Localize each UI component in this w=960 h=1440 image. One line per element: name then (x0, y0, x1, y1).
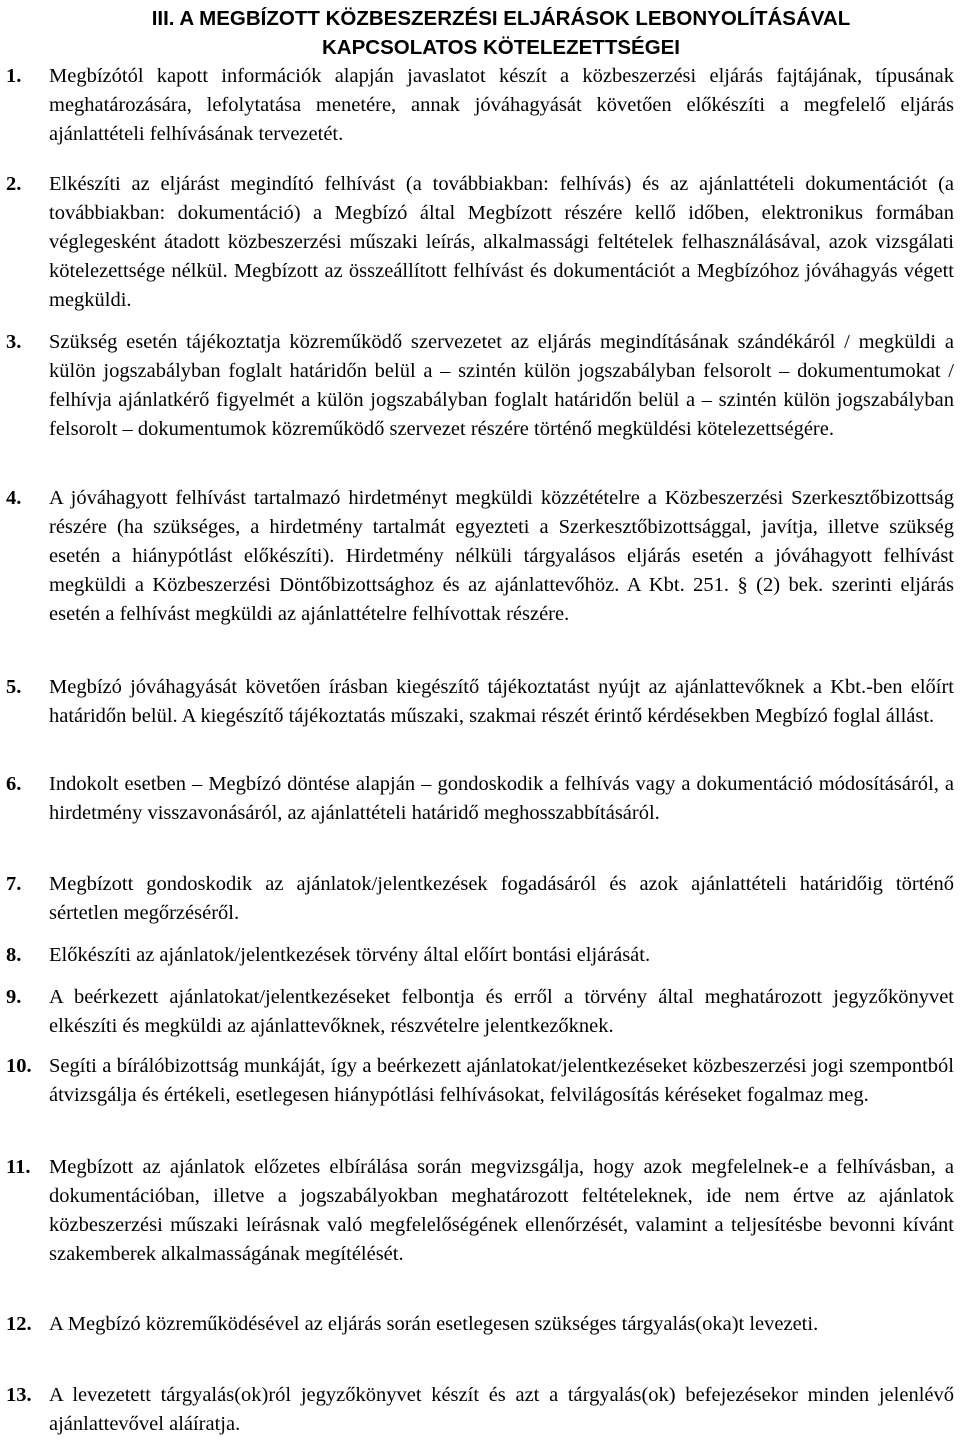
section-heading-line-1: III. A MEGBÍZOTT KÖZBESZERZÉSI ELJÁRÁSOK LEBONYOLÍTÁSÁVAL (151, 7, 851, 30)
list-item-9 (6, 983, 954, 1041)
item-number: 4. (6, 487, 22, 509)
item-text: Szükség esetén tájékoztatja közreműködő szervezetet az eljárás megindításának szándékáról / megküldi a külön jogszabályban foglalt határidőn belül a – szintén külön jogszabályban felsorolt – dokumentumokat / felhívja ajánlatkérő figyelmét a külön jogszabályban foglalt határidőn belül a – szintén külön jogszabályban felsorolt – dokumentumok közreműködő szervezet részére történő megküldési kötelezettségére. (49, 331, 954, 440)
item-text: A Megbízó közreműködésével az eljárás során esetlegesen szükséges tárgyalás(oka)t levezeti. (49, 1313, 819, 1335)
item-text: Megbízott gondoskodik az ajánlatok/jelentkezések fogadásáról és azok ajánlattételi határidőig történő sértetlen megőrzéséről. (49, 873, 954, 924)
item-text: Megbízó jóváhagyását követően írásban kiegészítő tájékoztatást nyújt az ajánlattevőknek a Kbt.-ben előírt határidőn belül. A kiegészítő tájékoztatás műszaki, szakmai részét érintő kérdésekben Megbízó foglal állást. (49, 676, 954, 727)
list-item-12 (6, 1310, 954, 1339)
section-heading (48, 4, 954, 62)
item-text: Megbízott az ajánlatok előzetes elbírálása során megvizsgálja, hogy azok megfelelnek-e a felhívásban, a dokumentációban, illetve a jogszabályokban meghatározott feltételeknek, ide nem értve az ajánlatok közbeszerzési műszaki leírásnak való megfelelőségének ellenőrzését, valamint a teljesítésbe bevonni kívánt szakemberek alkalmasságának megítélését. (49, 1156, 954, 1265)
item-text: Megbízótól kapott információk alapján javaslatot készít a közbeszerzési eljárás fajtájának, típusának meghatározására, lefolytatása menetére, annak jóváhagyását követően előkészíti a megfelelő eljárás ajánlattételi felhívásának tervezetét. (49, 65, 954, 145)
item-number: 3. (6, 331, 22, 353)
item-number: 9. (6, 986, 22, 1008)
item-text: A beérkezett ajánlatokat/jelentkezéseket felbontja és erről a törvény által meghatározott jegyzőkönyvet elkészíti és megküldi az ajánlattevőknek, részvételre jelentkezőknek. (49, 986, 954, 1037)
list-item-8 (6, 941, 954, 970)
item-number: 5. (6, 676, 22, 698)
list-item-1 (6, 62, 954, 149)
item-text: A jóváhagyott felhívást tartalmazó hirdetményt megküldi közzétételre a Közbeszerzési Szerkesztőbizottság részére (ha szükséges, a hirdetmény tartalmát egyezteti a Szerkesztőbizottsággal, javítja, illetve szükség esetén a hiánypótlást előkészíti). Hirdetmény nélküli tárgyalásos eljárás esetén a jóváhagyott felhívást megküldi a Közbeszerzési Döntőbizottsághoz és az ajánlattevőhöz. A Kbt. 251. § (2) bek. szerinti eljárás esetén a felhívást megküldi az ajánlattételre felhívottak részére. (49, 487, 954, 625)
item-number: 13. (6, 1384, 32, 1406)
list-item-10 (6, 1052, 954, 1110)
list-item-11 (6, 1153, 954, 1269)
item-number: 1. (6, 65, 22, 87)
list-item-5 (6, 673, 954, 731)
list-item-7 (6, 870, 954, 928)
item-number: 11. (6, 1156, 31, 1178)
item-number: 12. (6, 1313, 32, 1335)
item-text: Elkészíti az eljárást megindító felhívást (a továbbiakban: felhívás) és az ajánlattételi dokumentációt (a továbbiakban: dokumentáció) a Megbízó által Megbízott részére kellő időben, elektronikus formában véglegesként átadott közbeszerzési műszaki leírás, alkalmassági feltételek felhasználásával, azok vizsgálati kötelezettsége nélkül. Megbízott az összeállított felhívást és dokumentációt a Megbízóhoz jóváhagyás végett megküldi. (49, 173, 954, 311)
item-number: 6. (6, 773, 22, 795)
item-text: Indokolt esetben – Megbízó döntése alapján – gondoskodik a felhívás vagy a dokumentáció módosításáról, a hirdetmény visszavonásáról, az ajánlattételi határidő meghosszabbításáról. (49, 773, 954, 824)
list-item-13 (6, 1381, 954, 1439)
list-item-2 (6, 170, 954, 315)
list-item-4 (6, 484, 954, 629)
list-item-6 (6, 770, 954, 828)
item-number: 10. (6, 1055, 32, 1077)
item-text: Segíti a bírálóbizottság munkáját, így a beérkezett ajánlatokat/jelentkezéseket közbeszerzési jogi szempontból átvizsgálja és értékeli, esetlegesen hiánypótlási felhívásokat, felvilágosítás kéréseket fogalmaz meg. (49, 1055, 954, 1106)
item-text: A levezetett tárgyalás(ok)ról jegyzőkönyvet készít és azt a tárgyalás(ok) befejezésekor minden jelenlévő ajánlattevővel aláíratja. (49, 1384, 954, 1435)
section-heading-line-2: KAPCSOLATOS KÖTELEZETTSÉGEI (321, 36, 681, 59)
list-item-3 (6, 328, 954, 444)
item-number: 2. (6, 173, 22, 195)
item-number: 7. (6, 873, 22, 895)
item-number: 8. (6, 944, 22, 966)
item-text: Előkészíti az ajánlatok/jelentkezések törvény által előírt bontási eljárását. (49, 944, 651, 966)
